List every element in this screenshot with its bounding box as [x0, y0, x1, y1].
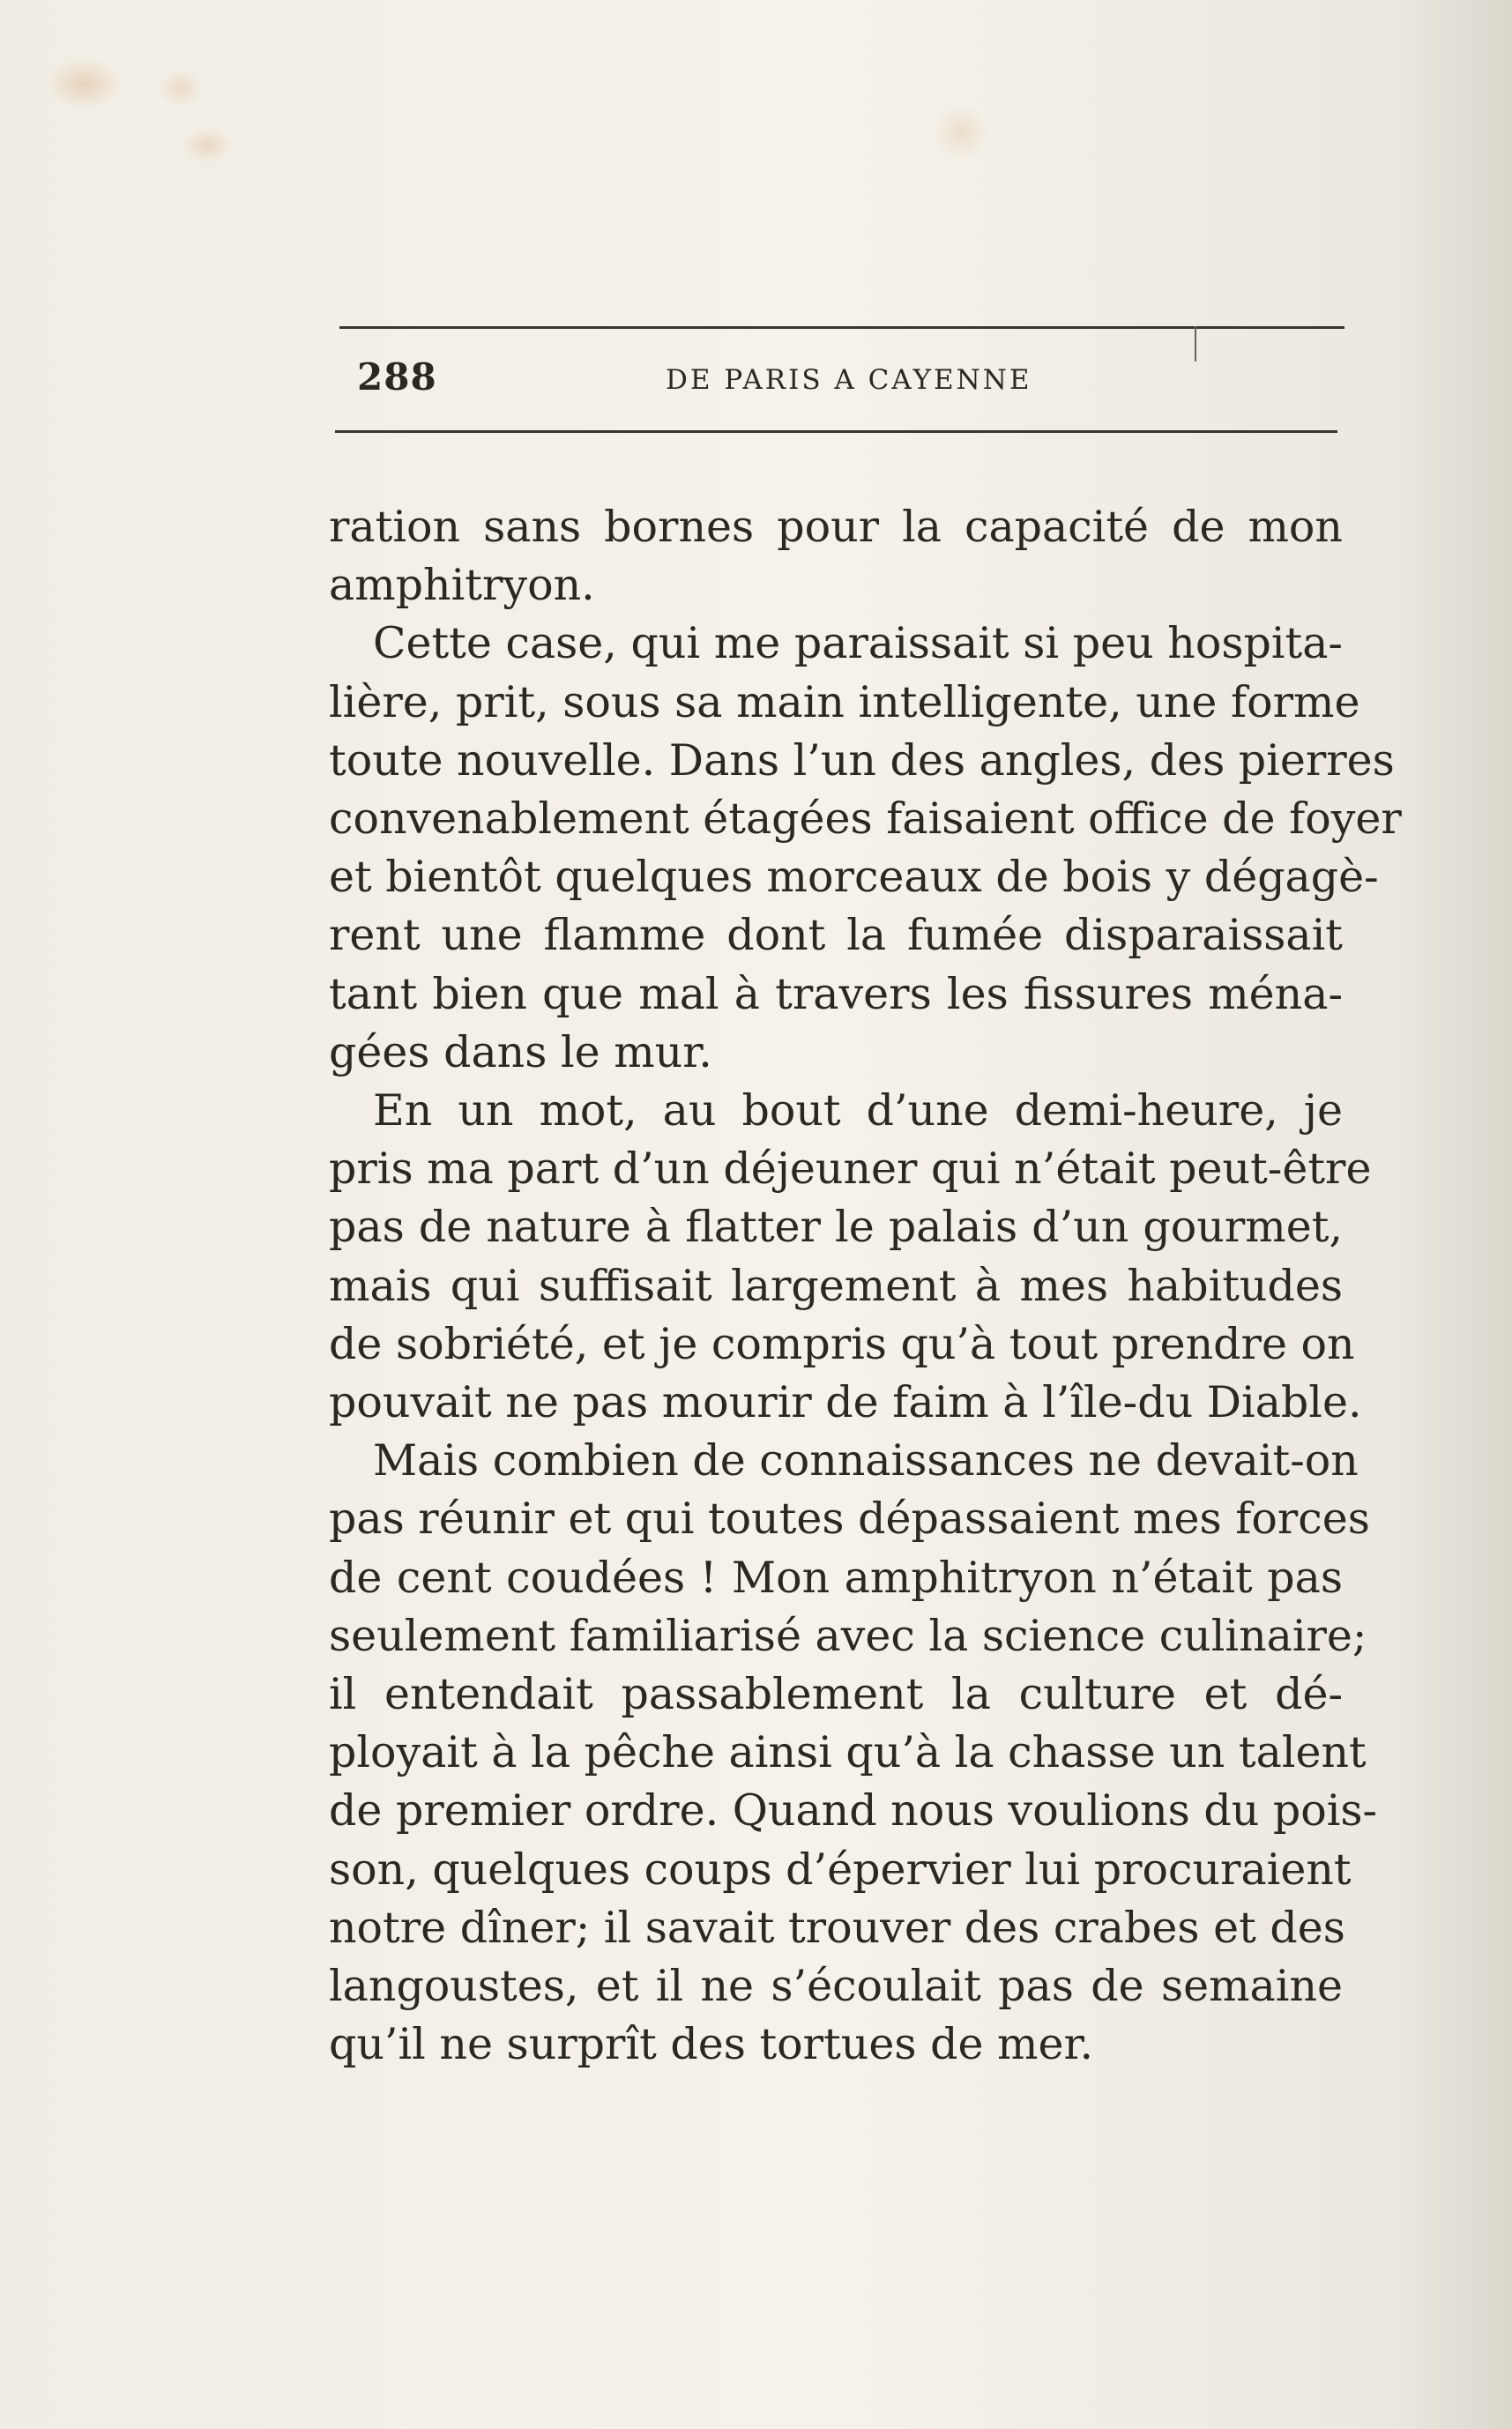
text-line: convenablement étagées faisaient office de foyer [329, 794, 1402, 845]
paragraph [329, 498, 1343, 615]
text-line: pouvait ne pas mourir de faim à l’île-du Diable. [329, 1377, 1362, 1428]
text-line: pas de nature à flatter le palais d’un gourmet, [329, 1202, 1343, 1253]
paragraph [329, 615, 1402, 1082]
text-line: ployait à la pêche ainsi qu’à la chasse un talent [329, 1727, 1367, 1778]
text-line: qu’il ne surprît des tortues de mer. [329, 2019, 1094, 2070]
text-line: et bientôt quelques morceaux de bois y dégagè- [329, 852, 1379, 903]
text-line: de cent coudées ! Mon amphitryon n’était pas [329, 1552, 1343, 1603]
paragraph [329, 1432, 1378, 2074]
book-title: DE PARIS A CAYENNE [666, 364, 1032, 396]
body-text [329, 498, 1402, 2074]
text-line: pris ma part d’un déjeuner qui n’était peut-être [329, 1144, 1372, 1195]
text-line: gées dans le mur. [329, 1026, 712, 1077]
text-line: Mais combien de connaissances ne devait-on [373, 1435, 1359, 1486]
header-bottom-rule [335, 430, 1337, 433]
text-line: mais qui suffisait largement à mes habitudes [329, 1260, 1343, 1311]
running-head [339, 348, 1344, 410]
text-line: toute nouvelle. Dans l’un des angles, des pierres [329, 734, 1395, 786]
text-line: tant bien que mal à travers les fissures ména- [329, 968, 1343, 1019]
text-line: En un mot, au bout d’une demi-heure, je [373, 1085, 1343, 1136]
text-line: langoustes, et il ne s’écoulait pas de semaine [329, 1961, 1343, 2012]
page-number: 288 [357, 355, 437, 399]
text-line: de sobriété, et je compris qu’à tout prendre on [329, 1318, 1355, 1369]
text-line: amphitryon. [329, 560, 595, 611]
text-line: ration sans bornes pour la capacité de mon [329, 502, 1343, 552]
text-line: rent une flamme dont la fumée disparaissait [329, 910, 1343, 961]
text-line: seulement familiarisé avec la science culinaire; [329, 1610, 1367, 1661]
text-line: il entendait passablement la culture et dé- [329, 1669, 1343, 1720]
text-line: de premier ordre. Quand nous voulions du pois- [329, 1785, 1378, 1837]
paragraph [329, 1082, 1372, 1432]
header-top-rule [339, 326, 1344, 329]
text-line: son, quelques coups d’épervier lui procuraient [329, 1844, 1352, 1895]
text-line: lière, prit, sous sa main intelligente, une forme [329, 676, 1360, 727]
text-line: pas réunir et qui toutes dépassaient mes forces [329, 1494, 1370, 1545]
text-line: Cette case, qui me paraissait si peu hospita- [373, 618, 1343, 669]
text-line: notre dîner; il savait trouver des crabes et des [329, 1902, 1345, 1953]
